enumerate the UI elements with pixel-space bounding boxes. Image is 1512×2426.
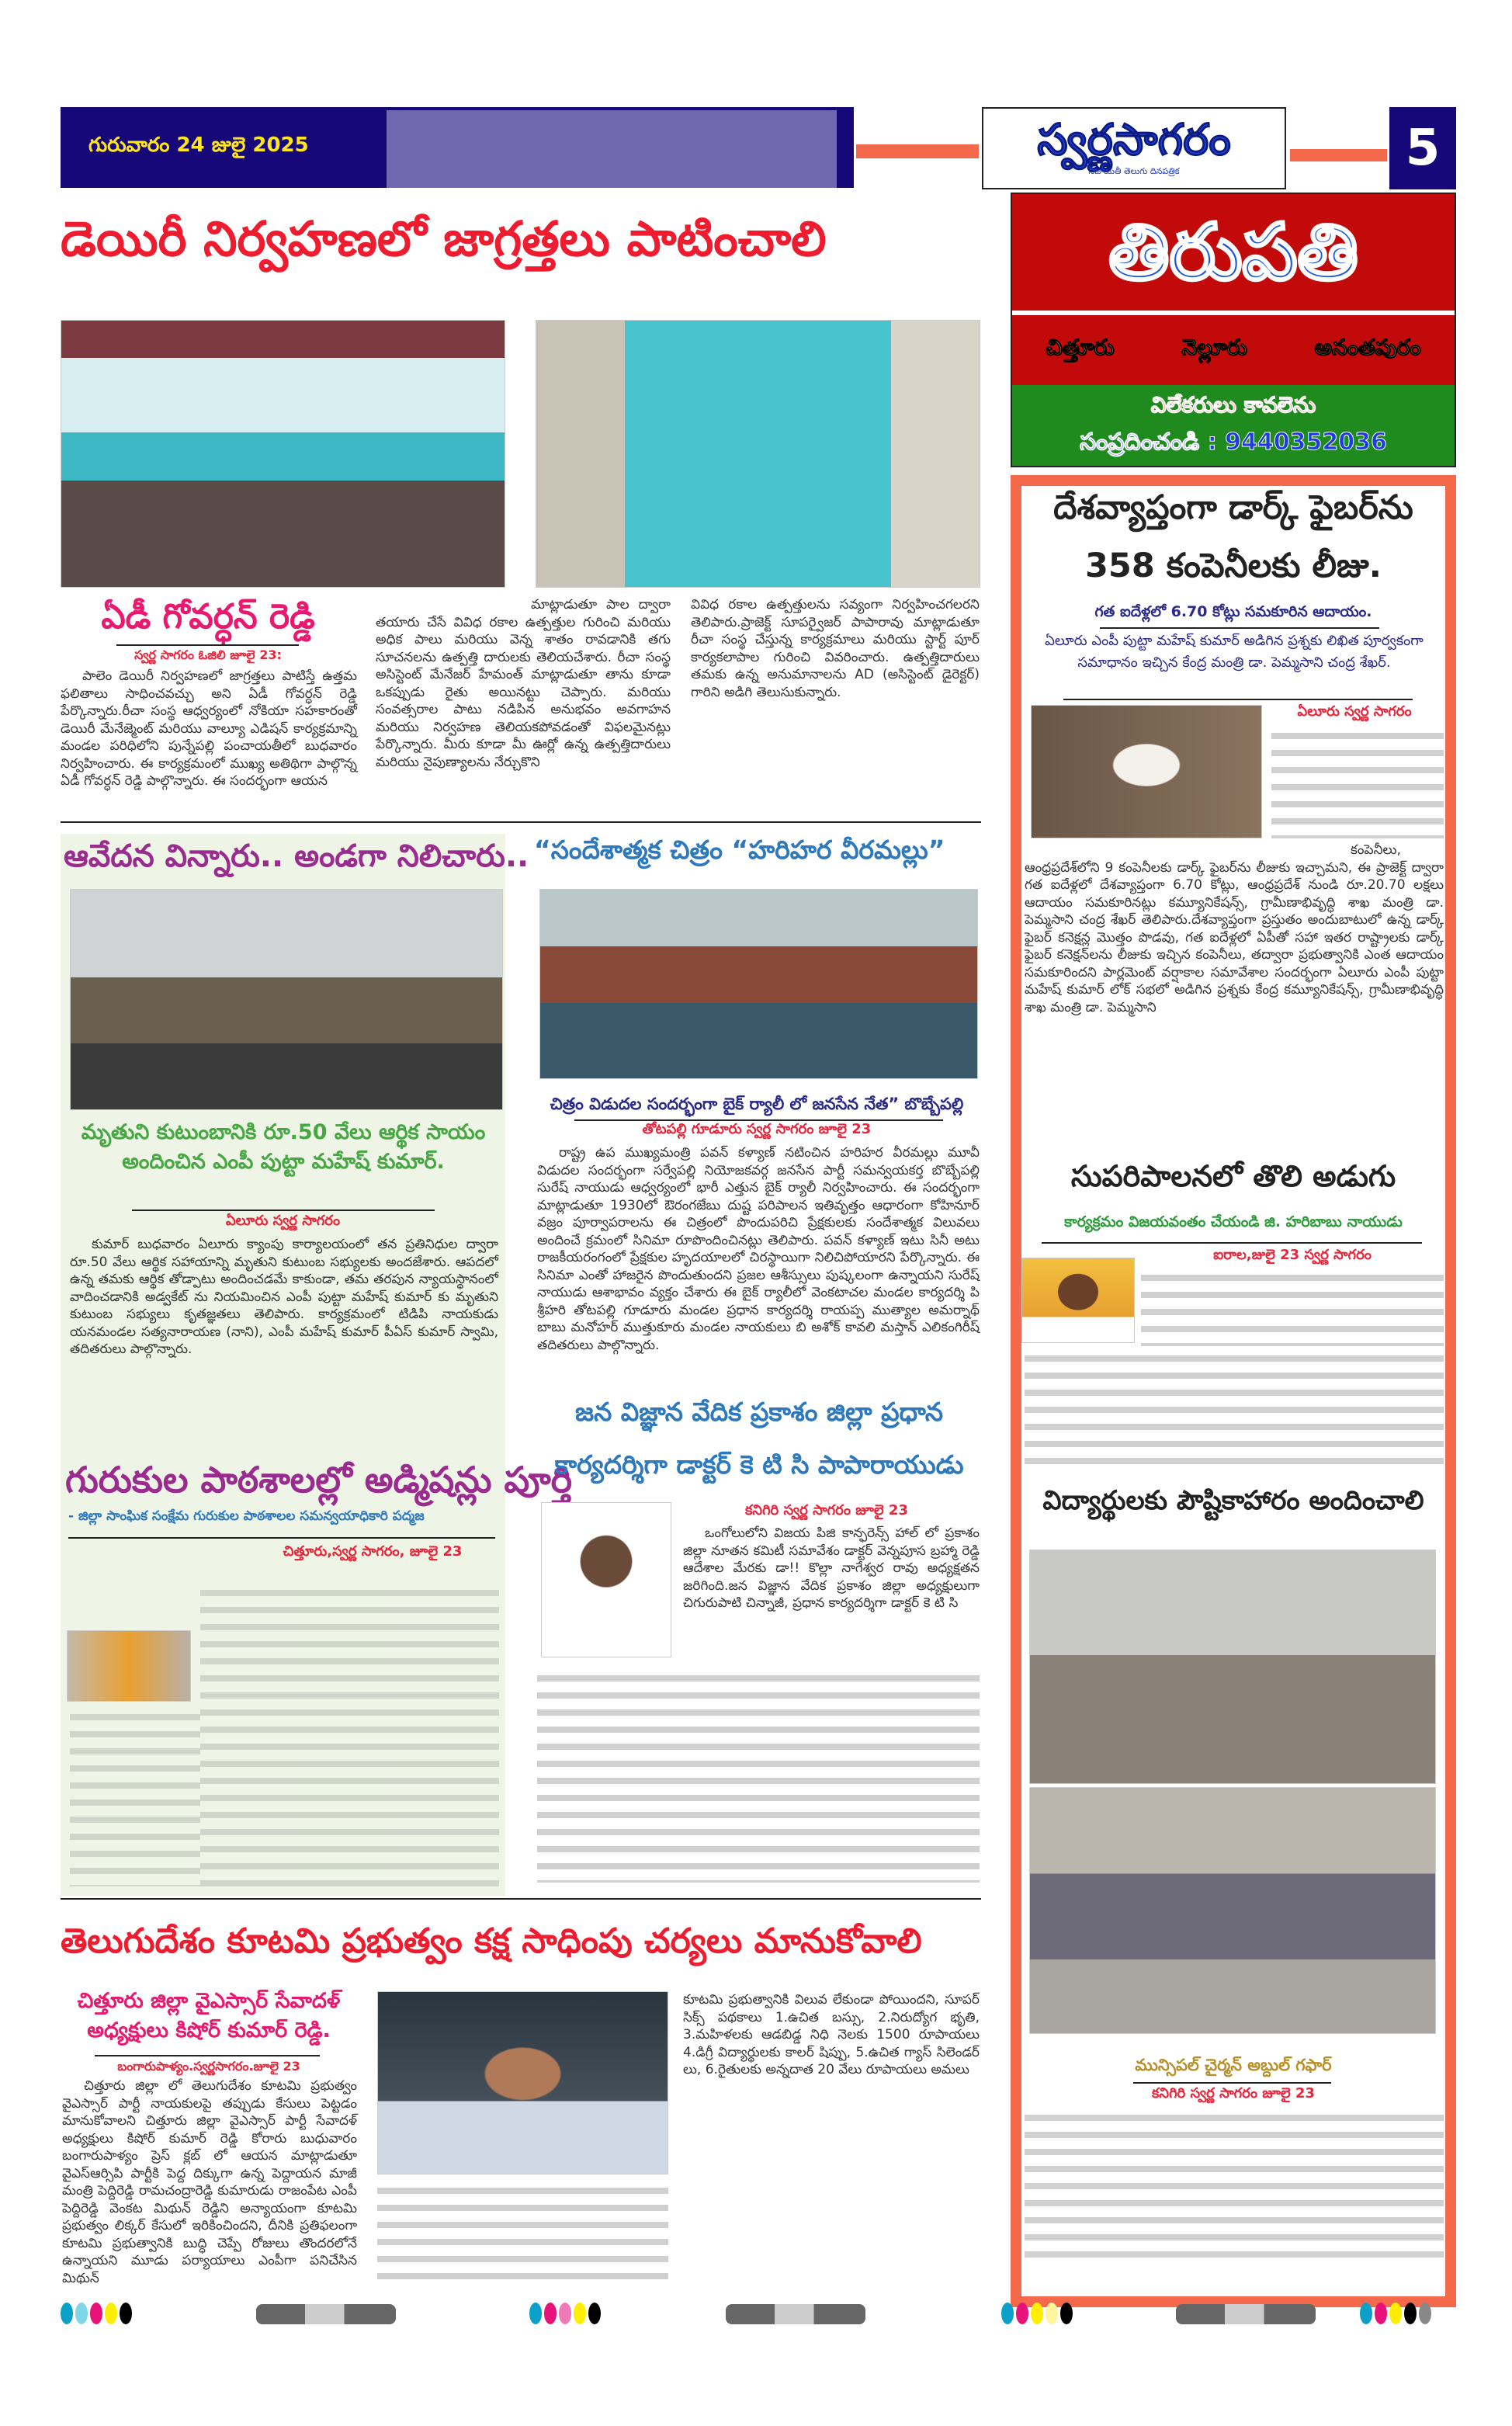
mp-aid-dateline: ఏలూరు స్వర్ణ సాగరం — [225, 1213, 341, 1229]
photo-mahesh-kumar — [1031, 705, 1262, 838]
ad-wanted: విలేకరులు కావలెను — [1150, 392, 1316, 418]
headline-fiber-line1: దేశవ్యాప్తంగా డార్క్ ఫైబర్‌ను — [1053, 488, 1413, 527]
district-nellore: నెల్లూరు — [1181, 335, 1247, 360]
jvv-body: ఒంగోలులోని విజయ పిజి కాన్ఫరెన్స్ హాల్ లో ప్రకాశం జిల్లా నూతన కమిటీ సమావేశం డాక్టర్ వెన్నపూస బ్రహ్మా రెడ్డి ఆదేశాల మేరకు డా!! కొల్లా నాగేశ్వర రావు అధ్యక్షతన జరిగింది.జన విజ్ఞాన వేదిక ప్రకాశం జిల్లా అధ్యక్షులుగా చిగురుపాటి చిన్నాజీ, ప్రధాన కార్యదర్శిగా డాక్టర్ కె టి సి — [683, 1525, 980, 1611]
section-divider — [61, 1898, 981, 1900]
banner-band — [387, 110, 837, 188]
district-chittoor: చిత్తూరు — [1046, 335, 1115, 360]
reporter-wanted-ad — [1011, 193, 1456, 467]
suparipalana-subhead: కార్యక్రమం విజయవంతం చేయండి జి. హరిబాబు నాయుడు — [1064, 1213, 1403, 1230]
registration-bar — [256, 2304, 396, 2324]
suparipalana-dateline: ఐరాల,జులై 23 స్వర్ణ సాగరం — [1213, 1247, 1372, 1263]
masthead-logo — [982, 107, 1286, 189]
photo-kishore-kumar — [377, 1991, 668, 2174]
divider — [1133, 2082, 1331, 2084]
masthead-tagline: నిజాయితీ తెలుగు దినపత్రిక — [1088, 166, 1180, 176]
mp-aid-subhead: మృతుని కుటుంబానికి రూ.50 వేలు ఆర్థిక సాయం అందించిన ఎంపీ పుట్టా మహేష్ కుమార్. — [81, 1120, 486, 1174]
section-divider — [61, 821, 981, 823]
date-banner — [61, 107, 854, 188]
divider — [116, 644, 299, 646]
jvv-dateline: కనిగిరి స్వర్ణ సాగరం జూలై 23 — [745, 1502, 908, 1518]
divider — [1063, 699, 1413, 700]
divider-bar — [856, 144, 979, 158]
fiber-sub1: గత ఐదేళ్లలో 6.70 కోట్లు సమకూరిన ఆదాయం. — [1094, 603, 1372, 620]
photo-dairy-meeting — [61, 320, 505, 588]
nutrition-caption: మున్సిపల్ చైర్మన్ అబ్దుల్ గఫార్ — [1135, 2056, 1332, 2074]
divider — [132, 1210, 435, 1211]
photo-padmaja — [67, 1630, 191, 1702]
masthead-title: స్వర్ణసాగరం — [1037, 115, 1231, 165]
dairy-body-col3: వివిధ రకాల ఉత్పత్తులను సవ్యంగా నిర్వహించగలరని తెలిపారు.ప్రాజెక్ట్ సూపర్వైజర్ పాపారావు మాట్లాడుతూ రీచా సంస్థ చేస్తున్న కార్యక్రమాలు మరియు స్టార్ట్ పూర్ కార్యకలాపాల గురించి వివరించారు. ఉత్పత్తిదారులు తమకు ఉన్న అనుమానాలను AD (అసిస్టెంట్ డైరెక్టర్) గారిని అడిగి తెలుసుకున్నారు. — [691, 597, 980, 700]
page-number: 5 — [1389, 107, 1456, 189]
mp-aid-body: కుమార్ బుధవారం ఏలూరు క్యాంపు కార్యాలయంలో తన ప్రతినిధుల ద్వారా రూ.50 వేలు ఆర్థిక సహాయాన్ని మృతుని కుటుంబ సభ్యులకు అందజేశారు. ఆపదలో ఉన్న తమకు ఆర్థిక తోడ్పాటు అందించడమే కాకుండా, తమ తరపున న్యాయస్థానంలో వాదించడానికి అడ్వకేట్ ను నియమించిన ఎంపీ పుట్టా మహేష్ కుమార్ కు మృతుని కుటుంబ సభ్యులు కృతజ్ఞతలు తెలిపారు. కార్యక్రమంలో టిడిపి నాయకుడు యనమండల సత్యనారాయణ (నాని), ఎంపీ మహేష్ కుమార్ పీఏస్ కుమార్ స్వామి, తదితరులు పాల్గొన్నారు. — [70, 1237, 498, 1357]
headline-harihara: “సందేశాత్మక చిత్రం “హరిహర వీరమల్లు” — [534, 835, 945, 865]
suparipalana-body-placeholder — [1141, 1269, 1444, 1346]
gurukula-body-placeholder — [70, 1708, 200, 1886]
photo-students-meal — [1029, 1550, 1436, 1784]
nutrition-dateline: కనిగిరి స్వర్ణ సాగరం జూలై 23 — [1152, 2085, 1315, 2101]
headline-dairy: డెయిరీ నిర్వహణలో జాగ్రత్తలు పాటించాలి — [61, 210, 827, 267]
photo-papa-rayudu — [541, 1502, 671, 1657]
fiber-sub2: ఏలూరు ఎంపీ పుట్టా మహేష్ కుమార్ అడిగిన ప్రశ్నకు లిఖిత పూర్వకంగా సమాధానం ఇచ్చిన కేంద్ర మంత్రి డా. పెమ్మసాని చంద్ర శేఖర్. — [1045, 633, 1424, 671]
registration-marks — [61, 2303, 132, 2324]
registration-marks — [1360, 2303, 1431, 2324]
tdp-dateline: బంగారుపాళ్యం.స్వర్ణసాగరం.జూలై 23 — [117, 2059, 300, 2074]
ad-districts — [1012, 315, 1455, 385]
headline-gurukula: గురుకుల పాఠశాలల్లో అడ్మిషన్లు పూర్తి — [65, 1459, 572, 1501]
registration-bar — [1176, 2304, 1316, 2324]
contact-phone: 9440352036 — [1225, 429, 1387, 456]
harihara-dateline: తోటపల్లి గూడూరు స్వర్ణ సాగరం జూలై 23 — [642, 1121, 872, 1137]
divider-bar — [1290, 149, 1387, 161]
photo-dairy-stage — [536, 320, 980, 588]
ad-city: తిరుపతి — [1108, 207, 1358, 297]
gurukula-body-placeholder — [200, 1584, 499, 1886]
fiber-dateline: ఏలూరు స్వర్ణ సాగరం — [1297, 703, 1412, 720]
ad-green-band — [1012, 385, 1455, 466]
headline-tdp: తెలుగుదేశం కూటమి ప్రభుత్వం కక్ష సాధింపు చర్యలు మానుకోవాలి — [61, 1921, 922, 1961]
suparipalana-body-placeholder — [1025, 1349, 1444, 1466]
headline-jvv-line1: జన విజ్ఞాన వేదిక ప్రకాశం జిల్లా ప్రధాన — [574, 1397, 944, 1427]
headline-suparipalana: సుపరిపాలనలో తొలి అడుగు — [1070, 1159, 1396, 1193]
headline-mp-aid: ఆవేదన విన్నారు.. అండగా నిలిచారు.. — [64, 838, 529, 874]
district-anantapur: అనంతపురం — [1314, 335, 1421, 360]
tdp-subhead-line1: చిత్తూరు జిల్లా వైఎస్సార్ సేవాదళ్ — [77, 1989, 341, 2013]
dairy-dateline: స్వర్ణ సాగరం ఓజిలి జూలై 23: — [134, 647, 282, 662]
dairy-body-col2: మాట్లాడుతూ పాల ద్వారా తయారు చేసే వివిధ రకాల ఉత్పత్తుల గురించి మరియు అధిక పాలు మరియు వెన్న శాతం రావడానికి తగు సూచనలను ఉత్పత్తి దారులకు తెలియచేశారు. రీచా సంస్థ అసిస్టెంట్ మేనేజర్ హేమంత్ మాట్లాడుతూ తాను కూడా ఒకప్పుడు రైతు అయినట్టు చెప్పారు. మరియు సంవత్సరాల పాటు నడిపిన అనుభవం అవగాహన మరియు నిర్వహణ తెలియకపోవడంతో విఫలమైనట్లు పేర్కొన్నారు. మీరు కూడా మీ ఊర్లో ఉన్న ఉత్పత్తిదారులు మరియు నైపుణ్యాలను నేర్చుకొని — [376, 597, 671, 770]
photo-haribabu-naidu — [1021, 1258, 1135, 1343]
tdp-body-col3: కూటమి ప్రభుత్వానికి విలువ లేకుండా పోయిందని, సూపర్ సిక్స్ పథకాలు 1.ఉచిత బస్సు, 2.నిరుద్యోగ భృతి, 3.మహిళలకు ఆడబిడ్డ నిధి నెలకు 1500 రూపాయలు 4.డిగ్రీ విద్యార్థులకు కాలర్ షిప్పు, 5.ఉచిత గ్యాస్ సిలెండర్ లు, 6.రైతులకు అన్నదాత 20 వేలు రూపాయలు అమలు — [683, 1992, 980, 2077]
contact-label: సంప్రదించండి : — [1080, 429, 1217, 456]
photo-chairman-students — [1029, 1787, 1436, 2034]
harihara-caption: చిత్రం విడుదల సందర్భంగా బైక్ ర్యాలీ లో జనసేన నేత” బొబ్బేపల్లి — [550, 1095, 964, 1113]
registration-bar — [726, 2304, 865, 2324]
harihara-body: రాష్ట్ర ఉప ముఖ్యమంత్రి పవన్ కళ్యాణ్ నటించిన హరిహర వీరమల్లు మూవీ విడుదల సందర్భంగా సర్వేపల్లి నియోజకవర్గ జనసేన పార్టీ సమన్వయకర్త బొబ్బేపల్లి సురేష్ నాయుడు ఆధ్వర్యంలో భారీ ఎత్తున బైక్ ర్యాలీ నిర్వహించారు. ఈ సందర్భంగా మాట్లాడుతూ 1930లో ఔరంగజేబు దుష్ట పరిపాలన ఇతివృత్తం ఆధారంగా కోహినూర్ వజ్రం పూర్వాపరాలను ఈ చిత్రంలో పొందుపరిచి ప్రేక్షకులకు సందేశాత్మక విలువలు అందించే క్రమంలో సినిమా రూపొందించినట్లు తెలిపారు. పవన్ కళ్యాణ్ ఇటు సినీ అటు రాజకీయరంగంలో ప్రేక్షకుల హృదయాలలో చిరస్థాయిగా నిలిచిపోయారని పేర్కొన్నారు. ఈ సినిమా ఎంతో హాజరైన పొందుతుందని ప్రజల ఆశీస్సులు పుష్కలంగా ఉన్నాయని సురేష్ నాయుడు ఆశాభావం వ్యక్తం చేశారు ఈ బైక్ ర్యాలీలో వెంకటాచల మండల కార్యదర్శి పి శ్రీహరి తోటపల్లి గూడూరు మండల ప్రధాన కార్యదర్శి రాయప్ప ముత్యాల అమర్నాథ్ బాబు మనోహర్ ముత్తుకూరు మండల నాయకులు బి అశోక్ కావలి మస్తాన్ ఎలికంగిరీష్ తదితరులు పాల్గొన్నారు. — [537, 1145, 980, 1353]
headline-jvv-line2: కార్యదర్శిగా డాక్టర్ కె టి సి పాపారాయుడు — [554, 1449, 964, 1480]
headline-fiber-line2: 358 కంపెనీలకు లీజు. — [1085, 547, 1382, 585]
registration-marks — [529, 2303, 601, 2324]
dairy-body-col1: పాలెం డెయిరీ నిర్వహణలో జాగ్రత్తలు పాటిస్తే ఉత్తమ ఫలితాలు సాధించవచ్చు అని ఏడీ గోవర్ధన్ రెడ్డి పేర్కొన్నారు.రీచా సంస్థ ఆధ్వర్యంలో నోకియా సహకారంతో డెయిరీ మేనేజ్మెంట్ మరియు వాల్యూ ఎడిషన్ కార్యక్రమాన్ని మండల పరిధిలోని పున్నేపల్లి పంచాయతీలో బుధవారం నిర్వహించారు. ఈ కార్యక్రమంలో ముఖ్య అతిథిగా పాల్గొన్న ఏడీ గోవర్ధన్ రెడ్డి పాల్గొన్నారు. ఈ సందర్భంగా ఆయన — [61, 668, 357, 789]
tdp-body-col1: చిత్తూరు జిల్లా లో తెలుగుదేశం కూటమి ప్రభుత్వం వైఎస్సార్ పార్టీ నాయకులపై తప్పుడు కేసులు పెట్టడం మానుకోవాలని చిత్తూరు జిల్లా వైఎస్సార్ పార్టీ సేవాదళ్ అధ్యక్షులు కిషోర్ కుమార్ రెడ్డి కోరారు బుధువారం బంగారుపాళ్యం ప్రెస్ క్లబ్ లో ఆయన మాట్లాడుతూ వైఎస్ఆర్సిపి పార్టీకి పెద్ద దిక్కుగా ఉన్న పెద్దాయన మాజీ మంత్రి పెద్దిరెడ్డి రామచంద్రారెడ్డి కుమారుడు రాజంపేట ఎంపీ పెద్దిరెడ్డి వెంకట మిథున్ రెడ్డిని అన్యాయంగా కూటమి ప్రభుత్వం లిక్కర్ కేసులో ఇరికించిందని, దీనికి ప్రతిఫలంగా కూటమి ప్రభుత్వానికి బుద్ధి చెప్పే రోజులు తొందరలోనే ఉన్నాయని మూడు పర్యాయాలు ఎంపీగా పనిచేసిన మిథున్ — [62, 2078, 357, 2286]
photo-mp-meeting — [70, 889, 503, 1110]
registration-marks — [1001, 2303, 1073, 2324]
divider — [68, 1537, 495, 1539]
gurukula-dateline: చిత్తూరు,స్వర్ణ సాగరం, జూలై 23 — [283, 1543, 463, 1560]
gurukula-subhead: - జిల్లా సాంఘిక సంక్షేమ గురుకుల పాఠశాలల సమన్వయాధికారి పద్మజ — [68, 1508, 425, 1524]
ad-contact-row — [1012, 422, 1455, 463]
divider — [1042, 1242, 1422, 1244]
divider — [95, 2055, 320, 2056]
fiber-body: కంపెనీలు, ఆంధ్రప్రదేశ్‌లోని 9 కంపెనీలకు డార్క్ ఫైబర్‌ను లీజుకు ఇచ్చామని, ఈ ప్రాజెక్ట్ ద్వారా గత ఐదేళ్లలో దేశవ్యాప్తంగా 6.70 కోట్లు, ఆంధ్రప్రదేశ్ నుండి రూ.20.70 లక్షలు ఆదాయం సమకూరినట్లు కమ్యూనికేషన్స్, గ్రామీణాభివృద్ధి శాఖ మంత్రి డా. పెమ్మసాని చంద్ర శేఖర్ తెలిపారు.దేశవ్యాప్తంగా ప్రస్తుతం అందుబాటులో ఉన్న డార్క్ ఫైబర్ కనెక్షన్ల మొత్తం పొడవు, గత ఐదేళ్లలో ఏపీతో సహా ఇతర రాష్ట్రాలకు డార్క్ ఫైబర్ కనెక్షన్‌లను లీజుకు ఇచ్చిన కంపెనీలు, తద్వారా ప్రభుత్వానికి ఎంత ఆదాయం సమకూరిందని పార్లమెంట్ వర్షాకాల సమావేశాల సందర్భంగా ఏలూరు ఎంపీ పుట్టా మహేష్ కుమార్ లోక్ సభలో అడిగిన ప్రశ్నకు కేంద్ర కమ్యూనికేషన్స్, గ్రామీణాభివృద్ధి శాఖ మంత్రి డా. పెమ్మసాని — [1025, 842, 1444, 1015]
photo-bike-rally — [539, 889, 978, 1079]
tdp-body-col2-placeholder — [377, 2181, 668, 2286]
tdp-subhead-line2: అధ్యక్షులు కిషోర్ కుమార్ రెడ్డి. — [87, 2018, 331, 2042]
fiber-body-placeholder — [1271, 727, 1444, 838]
divider — [1100, 627, 1379, 629]
jvv-body-placeholder — [537, 1669, 980, 1883]
headline-nutrition: విద్యార్థులకు పౌష్టికాహారం అందించాలి — [1042, 1485, 1424, 1516]
dairy-speaker: ఏడీ గోవర్ధన్ రెడ్డి — [101, 597, 315, 637]
issue-date: గురువారం 24 జులై 2025 — [88, 134, 309, 157]
nutrition-body-placeholder — [1025, 2108, 1444, 2264]
